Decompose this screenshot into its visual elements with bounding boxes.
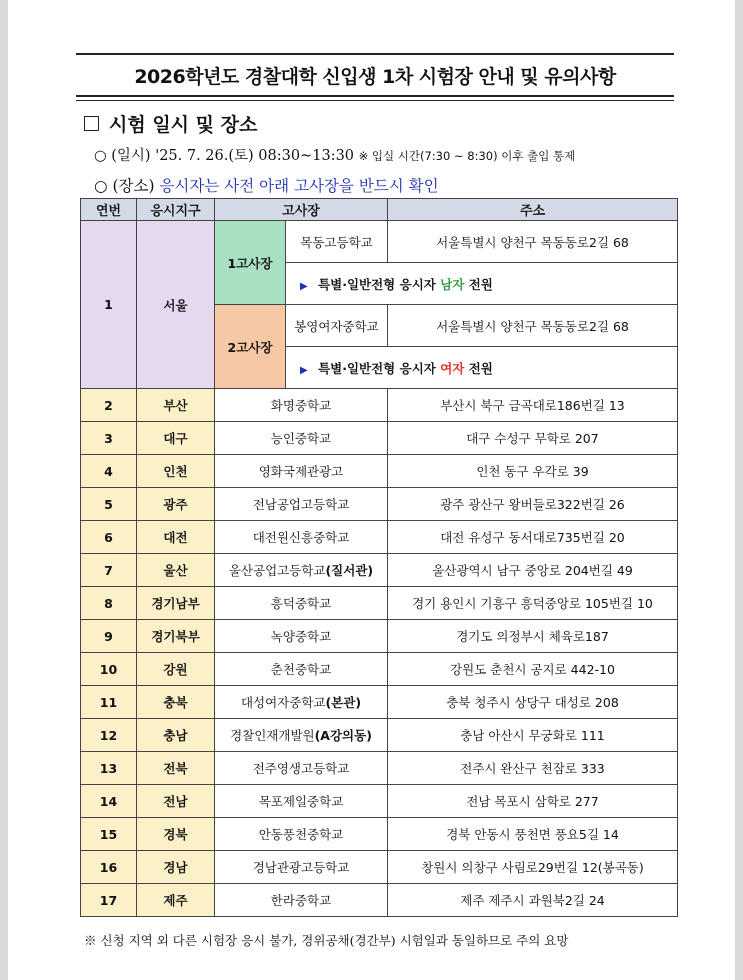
- header-no: 연번: [81, 199, 137, 221]
- triangle-right-icon: ▶: [300, 364, 308, 376]
- row-address: 제주 제주시 과원북2길 24: [388, 884, 678, 917]
- row-no: 2: [81, 389, 137, 422]
- row-address: 광주 광산구 왕버들로322번길 26: [388, 488, 678, 521]
- site2-note-gender: 여자: [440, 360, 465, 376]
- table-row: [81, 422, 678, 455]
- row-region: 광주: [137, 488, 215, 521]
- seoul-site1-row: [81, 221, 678, 263]
- row-school: [215, 422, 388, 455]
- row-address: 대구 수성구 무학로 207: [388, 422, 678, 455]
- header-region: 응시지구: [137, 199, 215, 221]
- site1-note: [286, 263, 678, 305]
- table-header-row: [81, 199, 678, 221]
- row-no: 17: [81, 884, 137, 917]
- table-row: [81, 488, 678, 521]
- row-school-building: (A강의동): [314, 728, 372, 743]
- row-no: 10: [81, 653, 137, 686]
- site2-school: 봉영여자중학교: [286, 305, 388, 347]
- row-no: 16: [81, 851, 137, 884]
- row-school: [215, 587, 388, 620]
- table-row: [81, 752, 678, 785]
- checkbox-square-icon: [84, 116, 99, 131]
- seoul-no: 1: [81, 221, 137, 389]
- row-school-name: 흥덕중학교: [270, 596, 332, 611]
- row-address: 울산광역시 남구 중앙로 204번길 49: [388, 554, 678, 587]
- row-region: 부산: [137, 389, 215, 422]
- row-address: 충북 청주시 상당구 대성로 208: [388, 686, 678, 719]
- site1-note-post: 전원: [468, 276, 493, 292]
- table-row: [81, 851, 678, 884]
- site2-note: [286, 347, 678, 389]
- row-no: 8: [81, 587, 137, 620]
- row-school: [215, 554, 388, 587]
- row-school: [215, 653, 388, 686]
- table-row: [81, 719, 678, 752]
- row-school: [215, 521, 388, 554]
- section-heading: [84, 110, 257, 137]
- row-school-name: 목포제일중학교: [258, 794, 344, 809]
- table-row: [81, 389, 678, 422]
- document-page: [8, 0, 735, 980]
- row-no: 11: [81, 686, 137, 719]
- section-heading-text: 시험 일시 및 장소: [109, 114, 258, 136]
- row-address: 대전 유성구 동서대로735번길 20: [388, 521, 678, 554]
- row-school: [215, 884, 388, 917]
- site1-label: 1고사장: [215, 221, 286, 305]
- table-row: [81, 785, 678, 818]
- place-prefix: ○ (장소): [94, 177, 155, 195]
- row-address: 충남 아산시 무궁화로 111: [388, 719, 678, 752]
- row-school-name: 대전원신흥중학교: [252, 530, 350, 545]
- row-region: 인천: [137, 455, 215, 488]
- row-school-name: 전남공업고등학교: [252, 497, 350, 512]
- header-site: 고사장: [215, 199, 388, 221]
- footer-note: ※ 신청 지역 외 다른 시험장 응시 불가, 경위공채(경간부) 시험일과 동일하므로 주의 요망: [84, 933, 569, 948]
- row-school: [215, 785, 388, 818]
- site2-label: 2고사장: [215, 305, 286, 389]
- row-school: [215, 488, 388, 521]
- row-address: 경기 용인시 기흥구 흥덕중앙로 105번길 10: [388, 587, 678, 620]
- row-school: [215, 389, 388, 422]
- row-region: 경북: [137, 818, 215, 851]
- row-no: 15: [81, 818, 137, 851]
- row-region: 강원: [137, 653, 215, 686]
- table-row: [81, 686, 678, 719]
- row-region: 충북: [137, 686, 215, 719]
- triangle-right-icon: ▶: [300, 280, 308, 292]
- site2-note-post: 전원: [468, 360, 493, 376]
- row-school-name: 경찰인재개발원: [230, 728, 315, 743]
- header-address: 주소: [388, 199, 678, 221]
- site2-address: 서울특별시 양천구 목동동로2길 68: [388, 305, 678, 347]
- row-region: 전남: [137, 785, 215, 818]
- row-school-name: 울산공업고등학교: [228, 563, 326, 578]
- row-school-name: 한라중학교: [270, 893, 332, 908]
- site1-note-pre: 특별·일반전형 응시자: [318, 276, 436, 292]
- row-region: 제주: [137, 884, 215, 917]
- row-school-name: 녹양중학교: [270, 629, 332, 644]
- row-address: 인천 동구 우각로 39: [388, 455, 678, 488]
- row-school: [215, 455, 388, 488]
- row-no: 6: [81, 521, 137, 554]
- schedule-prefix: ○ (일시): [94, 148, 151, 164]
- row-no: 3: [81, 422, 137, 455]
- row-school-building: (질서관): [325, 563, 374, 578]
- row-school-name: 화명중학교: [270, 398, 332, 413]
- row-school: [215, 752, 388, 785]
- row-address: 강원도 춘천시 공지로 442-10: [388, 653, 678, 686]
- row-region: 경남: [137, 851, 215, 884]
- row-region: 경기북부: [137, 620, 215, 653]
- row-no: 4: [81, 455, 137, 488]
- schedule-line: [94, 144, 575, 165]
- row-no: 9: [81, 620, 137, 653]
- site1-school: 목동고등학교: [286, 221, 388, 263]
- seoul-region: 서울: [137, 221, 215, 389]
- row-school: [215, 719, 388, 752]
- row-no: 12: [81, 719, 137, 752]
- row-school-name: 춘천중학교: [270, 662, 332, 677]
- row-region: 경기남부: [137, 587, 215, 620]
- row-school-name: 안동풍천중학교: [258, 827, 344, 842]
- row-region: 울산: [137, 554, 215, 587]
- row-region: 전북: [137, 752, 215, 785]
- site1-address: 서울특별시 양천구 목동동로2길 68: [388, 221, 678, 263]
- row-address: 부산시 북구 금곡대로186번길 13: [388, 389, 678, 422]
- row-no: 7: [81, 554, 137, 587]
- table-row: [81, 818, 678, 851]
- place-line: [94, 174, 439, 196]
- row-no: 5: [81, 488, 137, 521]
- row-no: 14: [81, 785, 137, 818]
- row-address: 전주시 완산구 천잠로 333: [388, 752, 678, 785]
- row-school: [215, 851, 388, 884]
- site2-note-pre: 특별·일반전형 응시자: [318, 360, 436, 376]
- table-row: [81, 554, 678, 587]
- row-address: 창원시 의창구 사림로29번길 12(봉곡동): [388, 851, 678, 884]
- site1-note-gender: 남자: [440, 276, 465, 292]
- table-row: [81, 884, 678, 917]
- row-school-name: 영화국제관광고: [258, 464, 344, 479]
- table-row: [81, 587, 678, 620]
- table-row: [81, 620, 678, 653]
- row-no: 13: [81, 752, 137, 785]
- row-address: 전남 목포시 삼학로 277: [388, 785, 678, 818]
- table-row: [81, 653, 678, 686]
- exam-site-table: [80, 198, 678, 917]
- row-region: 대전: [137, 521, 215, 554]
- row-school-building: (본관): [325, 695, 362, 710]
- row-region: 충남: [137, 719, 215, 752]
- schedule-datetime: '25. 7. 26.(토) 08:30~13:30: [155, 148, 355, 164]
- row-address: 경북 안동시 풍천면 풍요5길 14: [388, 818, 678, 851]
- row-school: [215, 686, 388, 719]
- row-school: [215, 818, 388, 851]
- schedule-note: ※ 입실 시간(7:30 ~ 8:30) 이후 출입 통제: [358, 149, 576, 163]
- row-region: 대구: [137, 422, 215, 455]
- table-row: [81, 521, 678, 554]
- row-school-name: 경남관광고등학교: [252, 860, 350, 875]
- row-school-name: 대성여자중학교: [240, 695, 326, 710]
- row-address: 경기도 의정부시 체육로187: [388, 620, 678, 653]
- table-row: [81, 455, 678, 488]
- document-title: 2026학년도 경찰대학 신입생 1차 시험장 안내 및 유의사항: [76, 53, 674, 97]
- row-school-name: 능인중학교: [270, 431, 332, 446]
- place-text: 응시자는 사전 아래 고사장을 반드시 확인: [159, 177, 439, 195]
- row-school-name: 전주영생고등학교: [252, 761, 350, 776]
- row-school: [215, 620, 388, 653]
